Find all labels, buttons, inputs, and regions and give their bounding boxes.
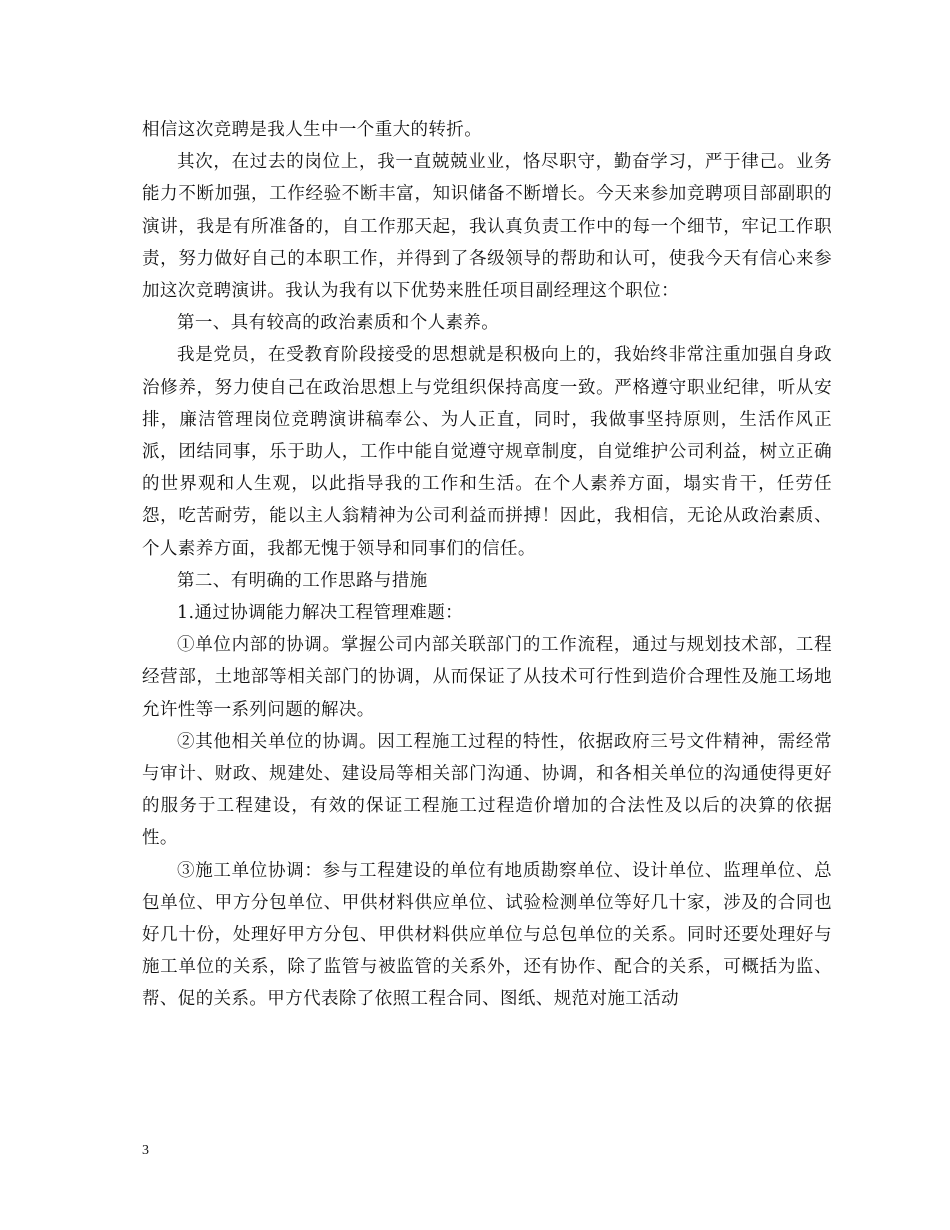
paragraph-continuation: 相信这次竞聘是我人生中一个重大的转折。 — [142, 120, 483, 140]
paragraph-political-quality: 我是党员，在受教育阶段接受的思想就是积极向上的，我始终非常注重加强自身政治修养，努力使自己在政治思想上与党组织保持高度一致。严格遵守职业纪律，听从安排，廉洁管理岗位竞聘演讲稿奉公、为人正直，同时，我做事坚持原则，生活作风正派，团结同事，乐于助人，工作中能自觉遵守规章制度，自觉维护公司利益，树立正确的世界观和人生观，以此指导我的工作和生活。在个人素养方面，塌实肯干，任劳任怨，吃苦耐劳，能以主人翁精神为公司利益而拼搏！因此，我相信，无论从政治素质、个人素养方面，我都无愧于领导和同事们的信任。 — [142, 345, 832, 559]
page-number: 3 — [142, 1143, 149, 1158]
paragraph-experience: 其次，在过去的岗位上，我一直兢兢业业，恪尽职守，勤奋学习，严于律己。业务能力不断加强，工作经验不断丰富，知识储备不断增长。今天来参加竞聘项目部副职的演讲，我是有所准备的，自工作那天起，我认真负责工作中的每一个细节，牢记工作职责，努力做好自己的本职工作，并得到了各级领导的帮助和认可，使我今天有信心来参加这次竞聘演讲。我认为我有以下优势来胜任项目副经理这个职位： — [142, 152, 832, 302]
subsection-heading-coordination: 1.通过协调能力解决工程管理难题： — [177, 603, 463, 624]
document-body — [142, 114, 832, 1016]
list-item-external-coordination: ②其他相关单位的协调。因工程施工过程的特性，依据政府三号文件精神，需经常与审计、财政、规建处、建设局等相关部门沟通、协调，和各相关单位的沟通使得更好的服务于工程建设，有效的保证工程施工过程造价增加的合法性及以后的决算的依据性。 — [142, 731, 832, 849]
section-heading-second: 第二、有明确的工作思路与措施 — [177, 570, 428, 591]
list-item-internal-coordination: ①单位内部的协调。掌握公司内部关联部门的工作流程，通过与规划技术部，工程经营部，土地部等相关部门的协调，从而保证了从技术可行性到造价合理性及施工场地允许性等一系列问题的解决。 — [142, 635, 832, 720]
section-heading-first: 第一、具有较高的政治素质和个人素养。 — [177, 313, 500, 334]
list-item-contractor-coordination: ③施工单位协调：参与工程建设的单位有地质勘察单位、设计单位、监理单位、总包单位、甲方分包单位、甲供材料供应单位、试验检测单位等好几十家，涉及的合同也好几十份，处理好甲方分包、甲供材料供应单位与总包单位的关系。同时还要处理好与施工单位的关系，除了监管与被监管的关系外，还有协作、配合的关系，可概括为监、帮、促的关系。甲方代表除了依照工程合同、图纸、规范对施工活动 — [142, 860, 832, 1010]
